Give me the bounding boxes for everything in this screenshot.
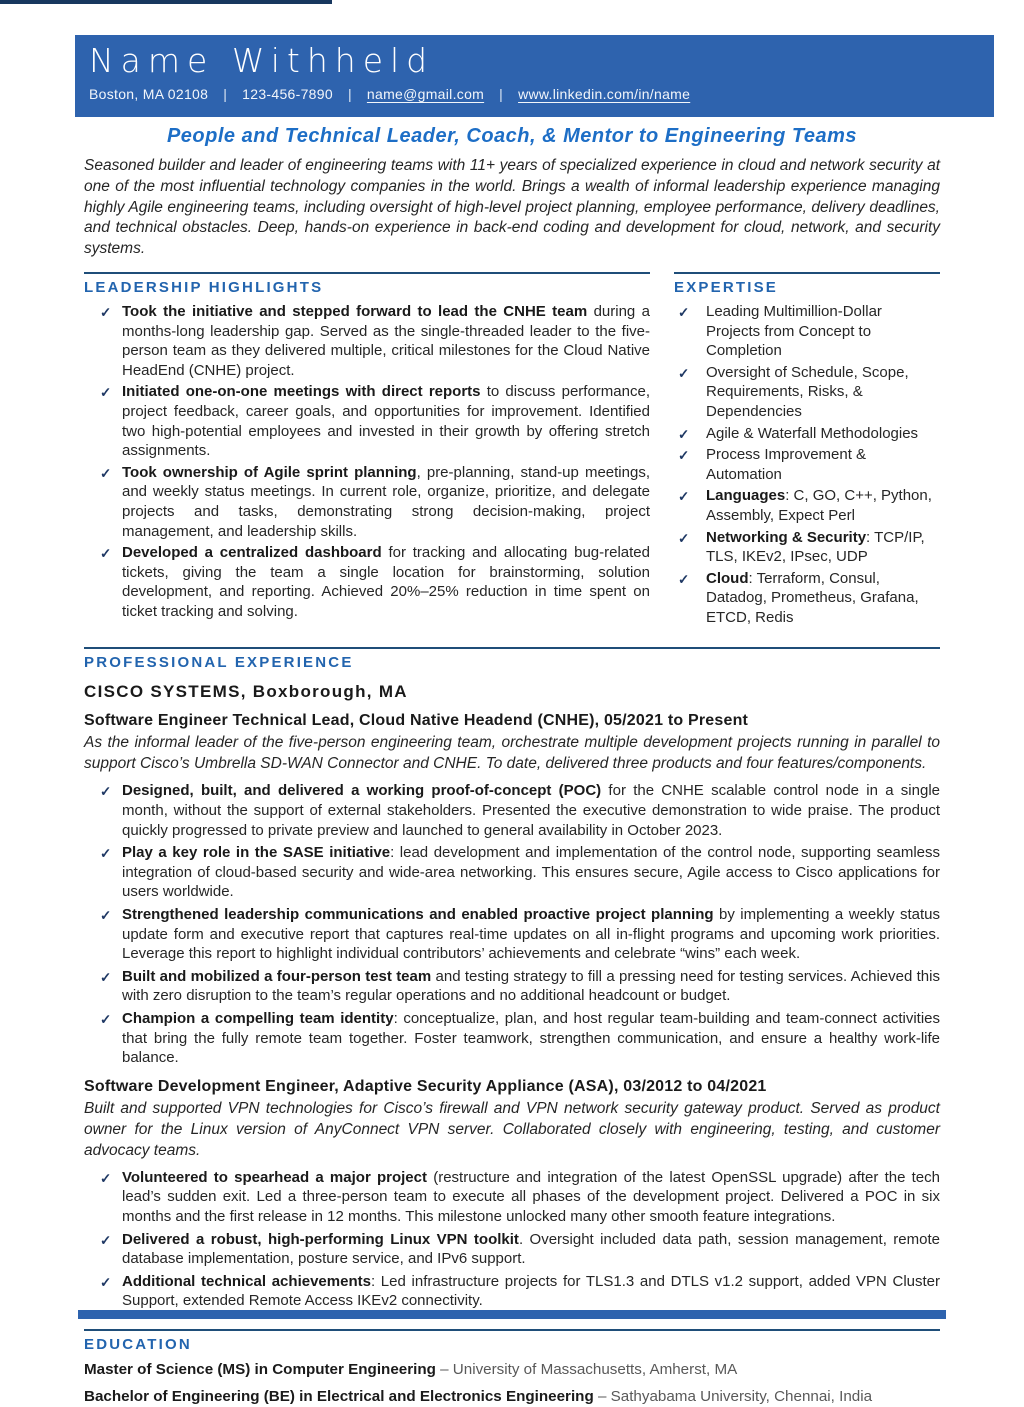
leadership-list bbox=[84, 302, 650, 622]
education-section bbox=[84, 1329, 940, 1407]
section-rule bbox=[674, 272, 940, 274]
role-intro: Built and supported VPN technologies for Cisco’s firewall and VPN network security gateway product. Served as product owner for the Linux version of AnyConnect VPN server. Collaborated closely with engineering, testing, and customer advocacy teams. bbox=[84, 1099, 940, 1159]
education-heading: EDUCATION bbox=[84, 1335, 192, 1353]
bullet-lead: Delivered a robust, high-performing Linux VPN toolkit bbox=[122, 1230, 519, 1248]
bullet-lead: Play a key role in the SASE initiative bbox=[122, 844, 391, 862]
list-item bbox=[674, 569, 940, 628]
bullet-text: to discuss performance, project feedback, career goals, and opportunities for improvement. Identified two high-potential employees and invested in their growth by offering stretch assignments. bbox=[122, 383, 650, 460]
bullet-text: : Terraform, Consul, Datadog, Prometheus, Grafana, ETCD, Redis bbox=[706, 569, 919, 626]
bullet-lead: Initiated one-on-one meetings with direct reports bbox=[122, 383, 481, 401]
candidate-name: Name Withheld bbox=[89, 41, 435, 80]
bullet-text: by implementing a weekly status update form and executive report that captures real-time updates on all in-flight programs and upcoming work priorities. Leverage this report to highlight individual contributors’ achievements and celebrate “wins” each week. bbox=[122, 906, 940, 963]
list-item bbox=[84, 1168, 940, 1227]
top-edge-strip bbox=[0, 0, 332, 4]
list-item bbox=[674, 363, 940, 422]
role-bullet-list bbox=[84, 1168, 940, 1311]
list-item bbox=[84, 302, 650, 380]
list-item bbox=[84, 1272, 940, 1311]
content-area bbox=[84, 156, 940, 1407]
check-icon: ✓ bbox=[100, 385, 112, 401]
check-icon: ✓ bbox=[678, 448, 690, 464]
degree: Bachelor of Engineering (BE) in Electrical and Electronics Engineering bbox=[84, 1387, 594, 1405]
check-icon: ✓ bbox=[678, 489, 690, 505]
role-block-cnhe bbox=[84, 712, 940, 1067]
expertise-heading: EXPERTISE bbox=[674, 278, 778, 296]
role-bullet-list bbox=[84, 781, 940, 1067]
list-item bbox=[84, 463, 650, 541]
bullet-text: (restructure and integration of the latest OpenSSL upgrade) after the tech lead’s sudden exit. Led a three-person team to execute all phases of the development project. Delivered a POC in six months and the first release in 12 months. This milestone unlocked many other smooth feature integrations. bbox=[122, 1168, 940, 1225]
company-line: CISCO SYSTEMS, Boxborough, MA bbox=[84, 682, 408, 702]
bullet-lead: Developed a centralized dashboard bbox=[122, 544, 382, 562]
list-item bbox=[84, 1009, 940, 1068]
check-icon: ✓ bbox=[100, 784, 112, 800]
bullet-lead: Built and mobilized a four-person test team bbox=[122, 967, 432, 985]
education-line bbox=[84, 1387, 940, 1407]
check-icon: ✓ bbox=[678, 426, 690, 442]
check-icon: ✓ bbox=[100, 1012, 112, 1028]
list-item bbox=[674, 424, 940, 444]
experience-heading: PROFESSIONAL EXPERIENCE bbox=[84, 654, 354, 672]
leadership-column bbox=[84, 272, 650, 630]
degree: Master of Science (MS) in Computer Engineering bbox=[84, 1360, 436, 1378]
bullet-lead: Strengthened leadership communications and enabled proactive project planning bbox=[122, 906, 714, 924]
list-item bbox=[674, 486, 940, 525]
experience-section bbox=[84, 647, 940, 1310]
list-item bbox=[674, 302, 940, 361]
bullet-text: : conceptualize, plan, and host regular team-building and team-connect activities that bring the fully remote team together. Foster teamwork, strengthen communication, and ensure a healthy work-life balance. bbox=[122, 1010, 940, 1067]
contact-phone: 123-456-7890 bbox=[242, 86, 333, 102]
check-icon: ✓ bbox=[100, 1232, 112, 1248]
bullet-lead: Took ownership of Agile sprint planning bbox=[122, 463, 417, 481]
check-icon: ✓ bbox=[678, 571, 690, 587]
linkedin-link[interactable]: www.linkedin.com/in/name bbox=[518, 86, 691, 102]
contact-row bbox=[89, 86, 994, 102]
check-icon: ✓ bbox=[100, 304, 112, 320]
bullet-text: for tracking and allocating bug-related tickets, giving the team a single location for brainstorming, solution development, and reporting. Achieved 20%–25% reduction in time spent on ticket tracking and solving. bbox=[122, 544, 650, 620]
section-rule bbox=[84, 272, 650, 274]
bullet-lead: Champion a compelling team identity bbox=[122, 1010, 394, 1028]
bullet-text: and testing strategy to fill a pressing need for testing services. Achieved this with zero disruption to the team’s regular operations and no additional headcount or budget. bbox=[122, 967, 940, 1005]
role-block-asa bbox=[84, 1078, 940, 1311]
contact-separator: | bbox=[347, 86, 352, 102]
check-icon: ✓ bbox=[100, 1170, 112, 1186]
bullet-text: : Led infrastructure projects for TLS1.3 and DTLS v1.2 support, added VPN Cluster Support, extended Remote Access IKEv2 connectivity. bbox=[122, 1272, 941, 1310]
check-icon: ✓ bbox=[678, 304, 690, 320]
tagline: People and Technical Leader, Coach, & Mentor to Engineering Teams bbox=[166, 125, 858, 147]
check-icon: ✓ bbox=[100, 1274, 112, 1290]
bullet-lead: Volunteered to spearhead a major project bbox=[122, 1168, 427, 1186]
bullet-text: : C, GO, C++, Python, Assembly, Expect Perl bbox=[706, 487, 932, 524]
check-icon: ✓ bbox=[100, 465, 112, 481]
bullet-text: . Oversight included data path, session management, remote database implementation, posture service, and IPv6 support. bbox=[122, 1230, 940, 1268]
bottom-accent-bar bbox=[78, 1310, 946, 1319]
bullet-text: Process Improvement & Automation bbox=[706, 446, 867, 483]
leadership-heading: LEADERSHIP HIGHLIGHTS bbox=[84, 278, 324, 296]
bullet-text: during a months-long leadership gap. Served as the single-threaded leader to the five-person team as they delivered multiple, critical milestones for the Cloud Native HeadEnd (CNHE) project. bbox=[122, 302, 650, 379]
bullet-lead: Additional technical achievements bbox=[122, 1272, 371, 1290]
school: – University of Massachusetts, Amherst, MA bbox=[435, 1360, 738, 1378]
list-item bbox=[84, 382, 650, 460]
list-item bbox=[84, 781, 940, 840]
bullet-text: Agile & Waterfall Methodologies bbox=[706, 424, 919, 442]
list-item bbox=[84, 905, 940, 964]
bullet-lead: Took the initiative and stepped forward to lead the CNHE team bbox=[122, 302, 588, 320]
bullet-lead: Cloud bbox=[706, 569, 749, 587]
check-icon: ✓ bbox=[100, 908, 112, 924]
list-item bbox=[674, 445, 940, 484]
school: – Sathyabama University, Chennai, India bbox=[593, 1387, 873, 1405]
bullet-text: , pre-planning, stand-up meetings, and weekly status meetings. In current role, organize, prioritize, and delegate projects and tasks, demonstrating strong decision-making, project management, and leadership skills. bbox=[122, 463, 650, 540]
check-icon: ✓ bbox=[100, 969, 112, 985]
bullet-lead: Networking & Security bbox=[706, 528, 867, 546]
bullet-lead: Designed, built, and delivered a working proof-of-concept (POC) bbox=[122, 782, 602, 800]
summary-paragraph: Seasoned builder and leader of engineering teams with 11+ years of specialized experience in cloud and network security at one of the most influential technology companies in the world. Brings a wealth of informal leadership experience managing highly Agile engineering teams, including oversight of high-level project planning, employee performance, delivery deadlines, and technical obstacles. Deep, hands-on experience in back-end coding and development for cloud, network, and security systems. bbox=[84, 157, 940, 258]
bullet-text: : lead development and implementation of the control node, supporting seamless integration of cloud-based security and wide-area networking. This ensures secure, Agile access to Cisco applications for users worldwide. bbox=[122, 844, 940, 901]
header bbox=[75, 35, 994, 117]
two-column-section bbox=[84, 272, 940, 630]
section-rule bbox=[84, 647, 940, 649]
list-item bbox=[84, 843, 940, 902]
expertise-column bbox=[674, 272, 940, 630]
check-icon: ✓ bbox=[100, 546, 112, 562]
email-link[interactable]: name@gmail.com bbox=[366, 86, 485, 102]
role-title: Software Development Engineer, Adaptive Security Appliance (ASA), 03/2012 to 04/2021 bbox=[84, 1077, 767, 1095]
check-icon: ✓ bbox=[100, 846, 112, 862]
bullet-lead: Languages bbox=[706, 487, 786, 505]
list-item bbox=[674, 528, 940, 567]
list-item bbox=[84, 967, 940, 1006]
contact-separator: | bbox=[499, 86, 504, 102]
expertise-list bbox=[674, 302, 940, 628]
list-item bbox=[84, 1230, 940, 1269]
bullet-text: Leading Multimillion-Dollar Projects from Concept to Completion bbox=[706, 302, 882, 360]
role-title: Software Engineer Technical Lead, Cloud Native Headend (CNHE), 05/2021 to Present bbox=[84, 712, 749, 730]
contact-location: Boston, MA 02108 bbox=[89, 86, 209, 102]
bullet-text: Oversight of Schedule, Scope, Requirements, Risks, & Dependencies bbox=[706, 363, 909, 420]
section-rule bbox=[84, 1329, 940, 1331]
bullet-text: for the CNHE scalable control node in a single month, without the support of external stakeholders. Presented the executive demonstration to wide praise. The product quickly progressed to private preview and launched to general availability in October 2023. bbox=[122, 782, 940, 839]
role-intro: As the informal leader of the five-person engineering team, orchestrate multiple development projects running in parallel to support Cisco’s Umbrella SD-WAN Connector and CNHE. To date, delivered three products and four features/components. bbox=[84, 734, 940, 773]
check-icon: ✓ bbox=[678, 530, 690, 546]
bullet-text: : TCP/IP, TLS, IKEv2, IPsec, UDP bbox=[706, 528, 925, 566]
contact-separator: | bbox=[223, 86, 228, 102]
list-item bbox=[84, 543, 650, 621]
check-icon: ✓ bbox=[678, 365, 690, 381]
education-line bbox=[84, 1360, 940, 1380]
